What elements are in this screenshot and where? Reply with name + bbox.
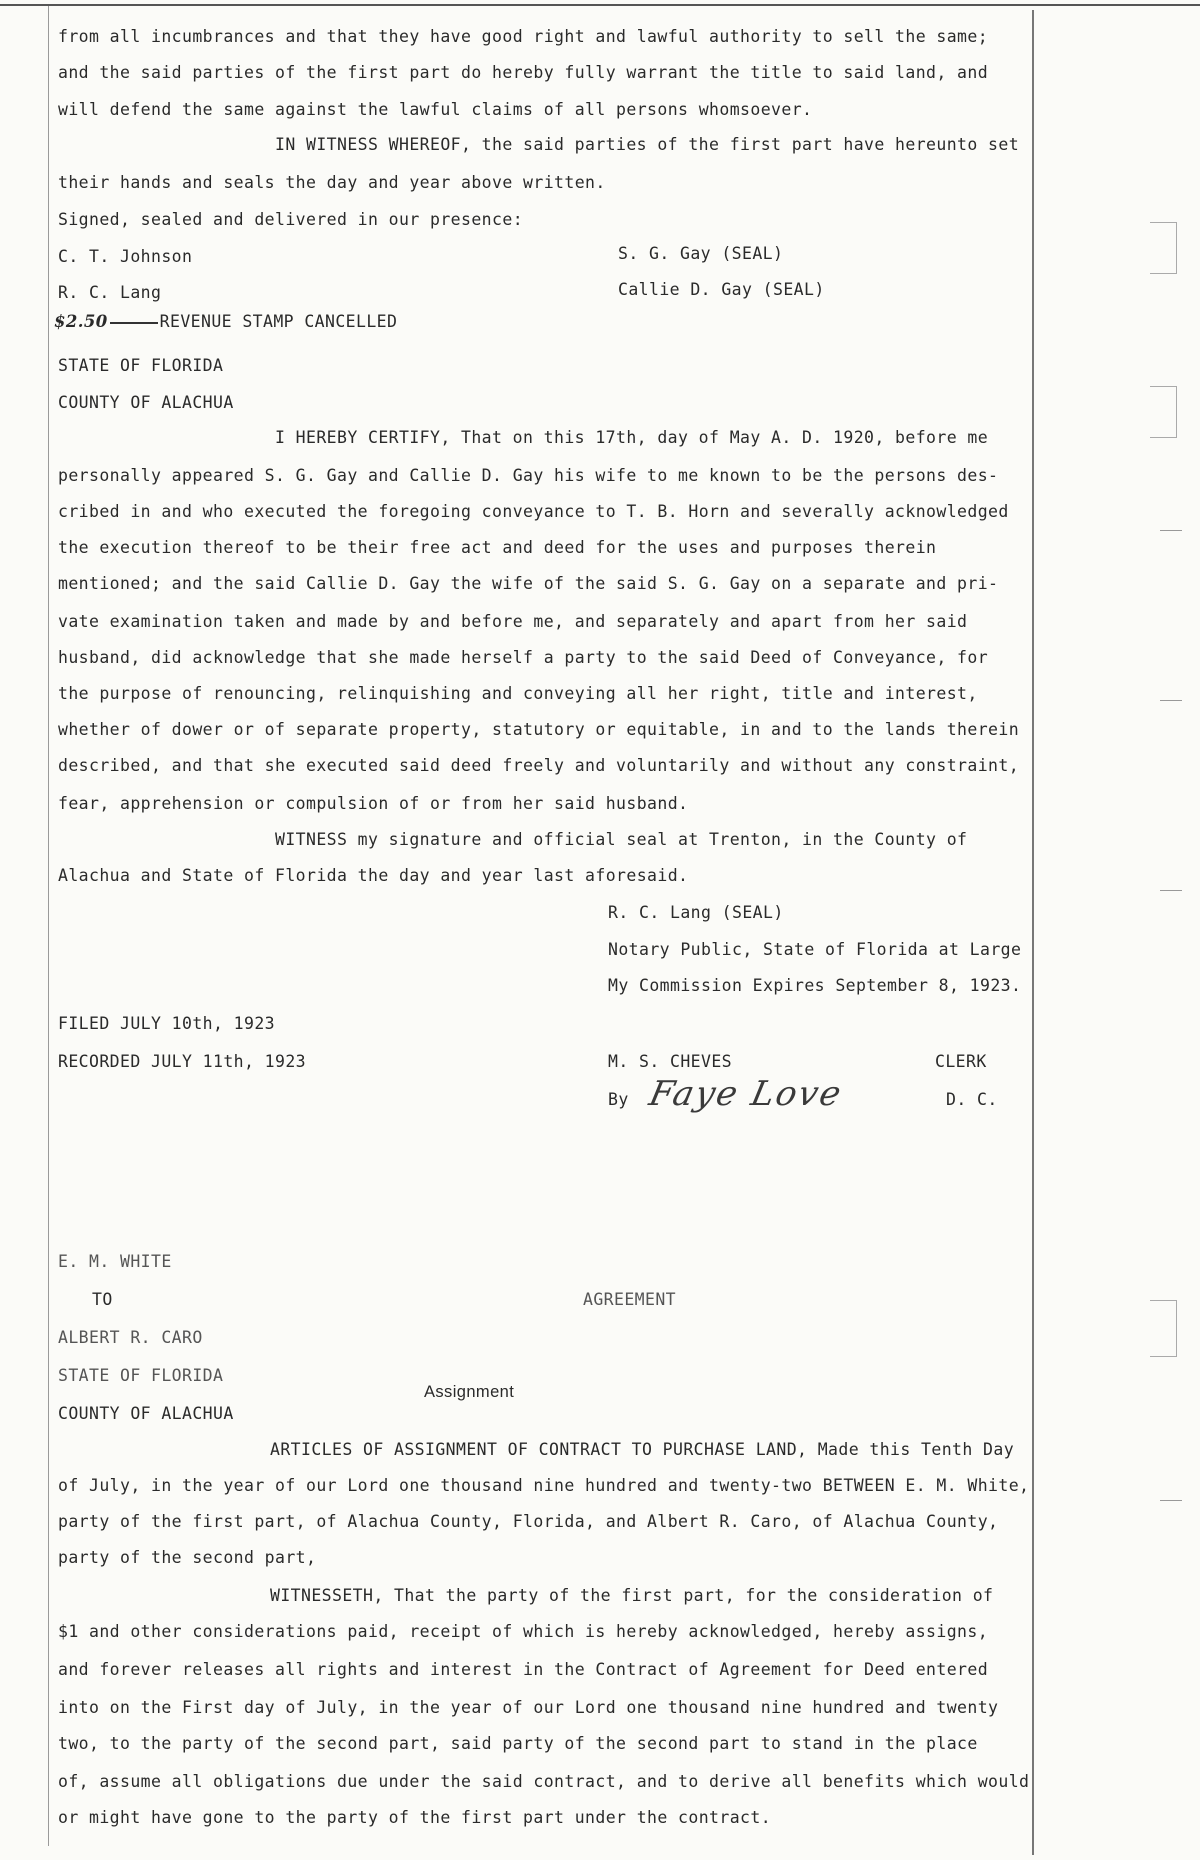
left-margin-line	[48, 6, 49, 1846]
acknowledgment-text-line: vate examination taken and made by and before me, and separately and apart from her said	[58, 612, 968, 631]
assignment-text-line: party of the second part,	[58, 1548, 317, 1567]
acknowledgment-text-line: husband, did acknowledge that she made herself a party to the said Deed of Conveyance, for	[58, 648, 989, 667]
notary-commission: My Commission Expires September 8, 1923.	[608, 976, 1022, 995]
deputy-signature: Faye Love	[645, 1074, 847, 1114]
assignment-subtitle: Assignment	[424, 1383, 515, 1401]
margin-dash-mark	[1160, 530, 1182, 531]
acknowledgment-text-line: the purpose of renouncing, relinquishing and conveying all her right, title and interest,	[58, 684, 978, 703]
margin-dash-mark	[1160, 890, 1182, 891]
filed-date: FILED JULY 10th, 1923	[58, 1014, 276, 1033]
assignment-text-line: or might have gone to the party of the first part under the contract.	[58, 1808, 772, 1827]
stamp-text: REVENUE STAMP CANCELLED	[159, 312, 398, 331]
assignment-text-line: into on the First day of July, in the year of our Lord one thousand nine hundred and twenty	[58, 1698, 999, 1717]
acknowledgment-text-line: described, and that she executed said deed freely and voluntarily and without any constraint,	[58, 756, 1020, 775]
grantor-signature: S. G. Gay (SEAL)	[618, 244, 784, 263]
top-border-line	[0, 4, 1200, 6]
state-heading: STATE OF FLORIDA	[58, 1366, 224, 1385]
acknowledgment-text-line: mentioned; and the said Callie D. Gay the wife of the said S. G. Gay on a separate and pri-	[58, 574, 999, 593]
stamp-amount: $2.50	[54, 312, 108, 331]
acknowledgment-text-line: cribed in and who executed the foregoing conveyance to T. B. Horn and severally acknowledged	[58, 502, 1009, 521]
assignment-text-line: two, to the party of the second part, said party of the second part to stand in the place	[58, 1734, 978, 1753]
deed-text-line: and the said parties of the first part do hereby fully warrant the title to said land, and	[58, 63, 989, 82]
grantor-signature: Callie D. Gay (SEAL)	[618, 280, 825, 299]
acknowledgment-text-line: the execution thereof to be their free act and deed for the uses and purposes therein	[58, 538, 937, 557]
recorded-date: RECORDED JULY 11th, 1923	[58, 1052, 307, 1071]
strike-line	[110, 322, 158, 324]
assignee-name: ALBERT R. CARO	[58, 1328, 203, 1347]
margin-bracket-mark	[1150, 1300, 1177, 1357]
acknowledgment-text-line: WITNESS my signature and official seal at Trenton, in the County of	[275, 830, 968, 849]
margin-dash-mark	[1160, 700, 1182, 701]
by-label: By	[608, 1090, 629, 1109]
clerk-title: CLERK	[935, 1052, 987, 1071]
assignment-text-line: $1 and other considerations paid, receipt of which is hereby acknowledged, hereby assigns,	[58, 1622, 989, 1641]
agreement-heading: AGREEMENT	[583, 1290, 677, 1309]
county-heading: COUNTY OF ALACHUA	[58, 1404, 234, 1423]
acknowledgment-text-line: fear, apprehension or compulsion of or from her said husband.	[58, 794, 689, 813]
notary-name: R. C. Lang (SEAL)	[608, 903, 784, 922]
acknowledgment-text-line: personally appeared S. G. Gay and Callie D. Gay his wife to me known to be the persons des-	[58, 466, 999, 485]
deed-text-line: will defend the same against the lawful claims of all persons whomsoever.	[58, 100, 813, 119]
assignment-text-line: party of the first part, of Alachua County, Florida, and Albert R. Caro, of Alachua County,	[58, 1512, 999, 1531]
to-label: TO	[92, 1290, 113, 1309]
deed-text-line: IN WITNESS WHEREOF, the said parties of the first part have hereunto set	[275, 135, 1020, 154]
deed-text-line: from all incumbrances and that they have good right and lawful authority to sell the same;	[58, 27, 989, 46]
assignment-text-line: and forever releases all rights and interest in the Contract of Agreement for Deed entered	[58, 1660, 989, 1679]
acknowledgment-text-line: whether of dower or of separate property, statutory or equitable, in and to the lands therein	[58, 720, 1020, 739]
clerk-name: M. S. CHEVES	[608, 1052, 733, 1071]
witness-name: C. T. Johnson	[58, 247, 193, 266]
margin-dash-mark	[1160, 1500, 1182, 1501]
assignment-text-line: of, assume all obligations due under the said contract, and to derive all benefits which would	[58, 1772, 1030, 1791]
state-heading: STATE OF FLORIDA	[58, 356, 224, 375]
assignor-name: E. M. WHITE	[58, 1252, 172, 1271]
assignment-text-line: of July, in the year of our Lord one thousand nine hundred and twenty-two BETWEEN E. M. White,	[58, 1476, 1030, 1495]
margin-bracket-mark	[1150, 222, 1177, 274]
margin-bracket-mark	[1150, 386, 1177, 438]
assignment-text-line: WITNESSETH, That the party of the first part, for the consideration of	[270, 1586, 994, 1605]
deed-text-line: their hands and seals the day and year above written.	[58, 173, 606, 192]
assignment-text-line: ARTICLES OF ASSIGNMENT OF CONTRACT TO PURCHASE LAND, Made this Tenth Day	[270, 1440, 1015, 1459]
revenue-stamp-note	[54, 312, 397, 332]
right-margin-line	[1032, 10, 1034, 1855]
acknowledgment-text-line: Alachua and State of Florida the day and year last aforesaid.	[58, 866, 689, 885]
deputy-title: D. C.	[946, 1090, 998, 1109]
notary-title: Notary Public, State of Florida at Large	[608, 940, 1022, 959]
county-heading: COUNTY OF ALACHUA	[58, 393, 234, 412]
deed-text-line: Signed, sealed and delivered in our presence:	[58, 210, 524, 229]
acknowledgment-text-line: I HEREBY CERTIFY, That on this 17th, day of May A. D. 1920, before me	[275, 428, 989, 447]
witness-name: R. C. Lang	[58, 283, 162, 302]
